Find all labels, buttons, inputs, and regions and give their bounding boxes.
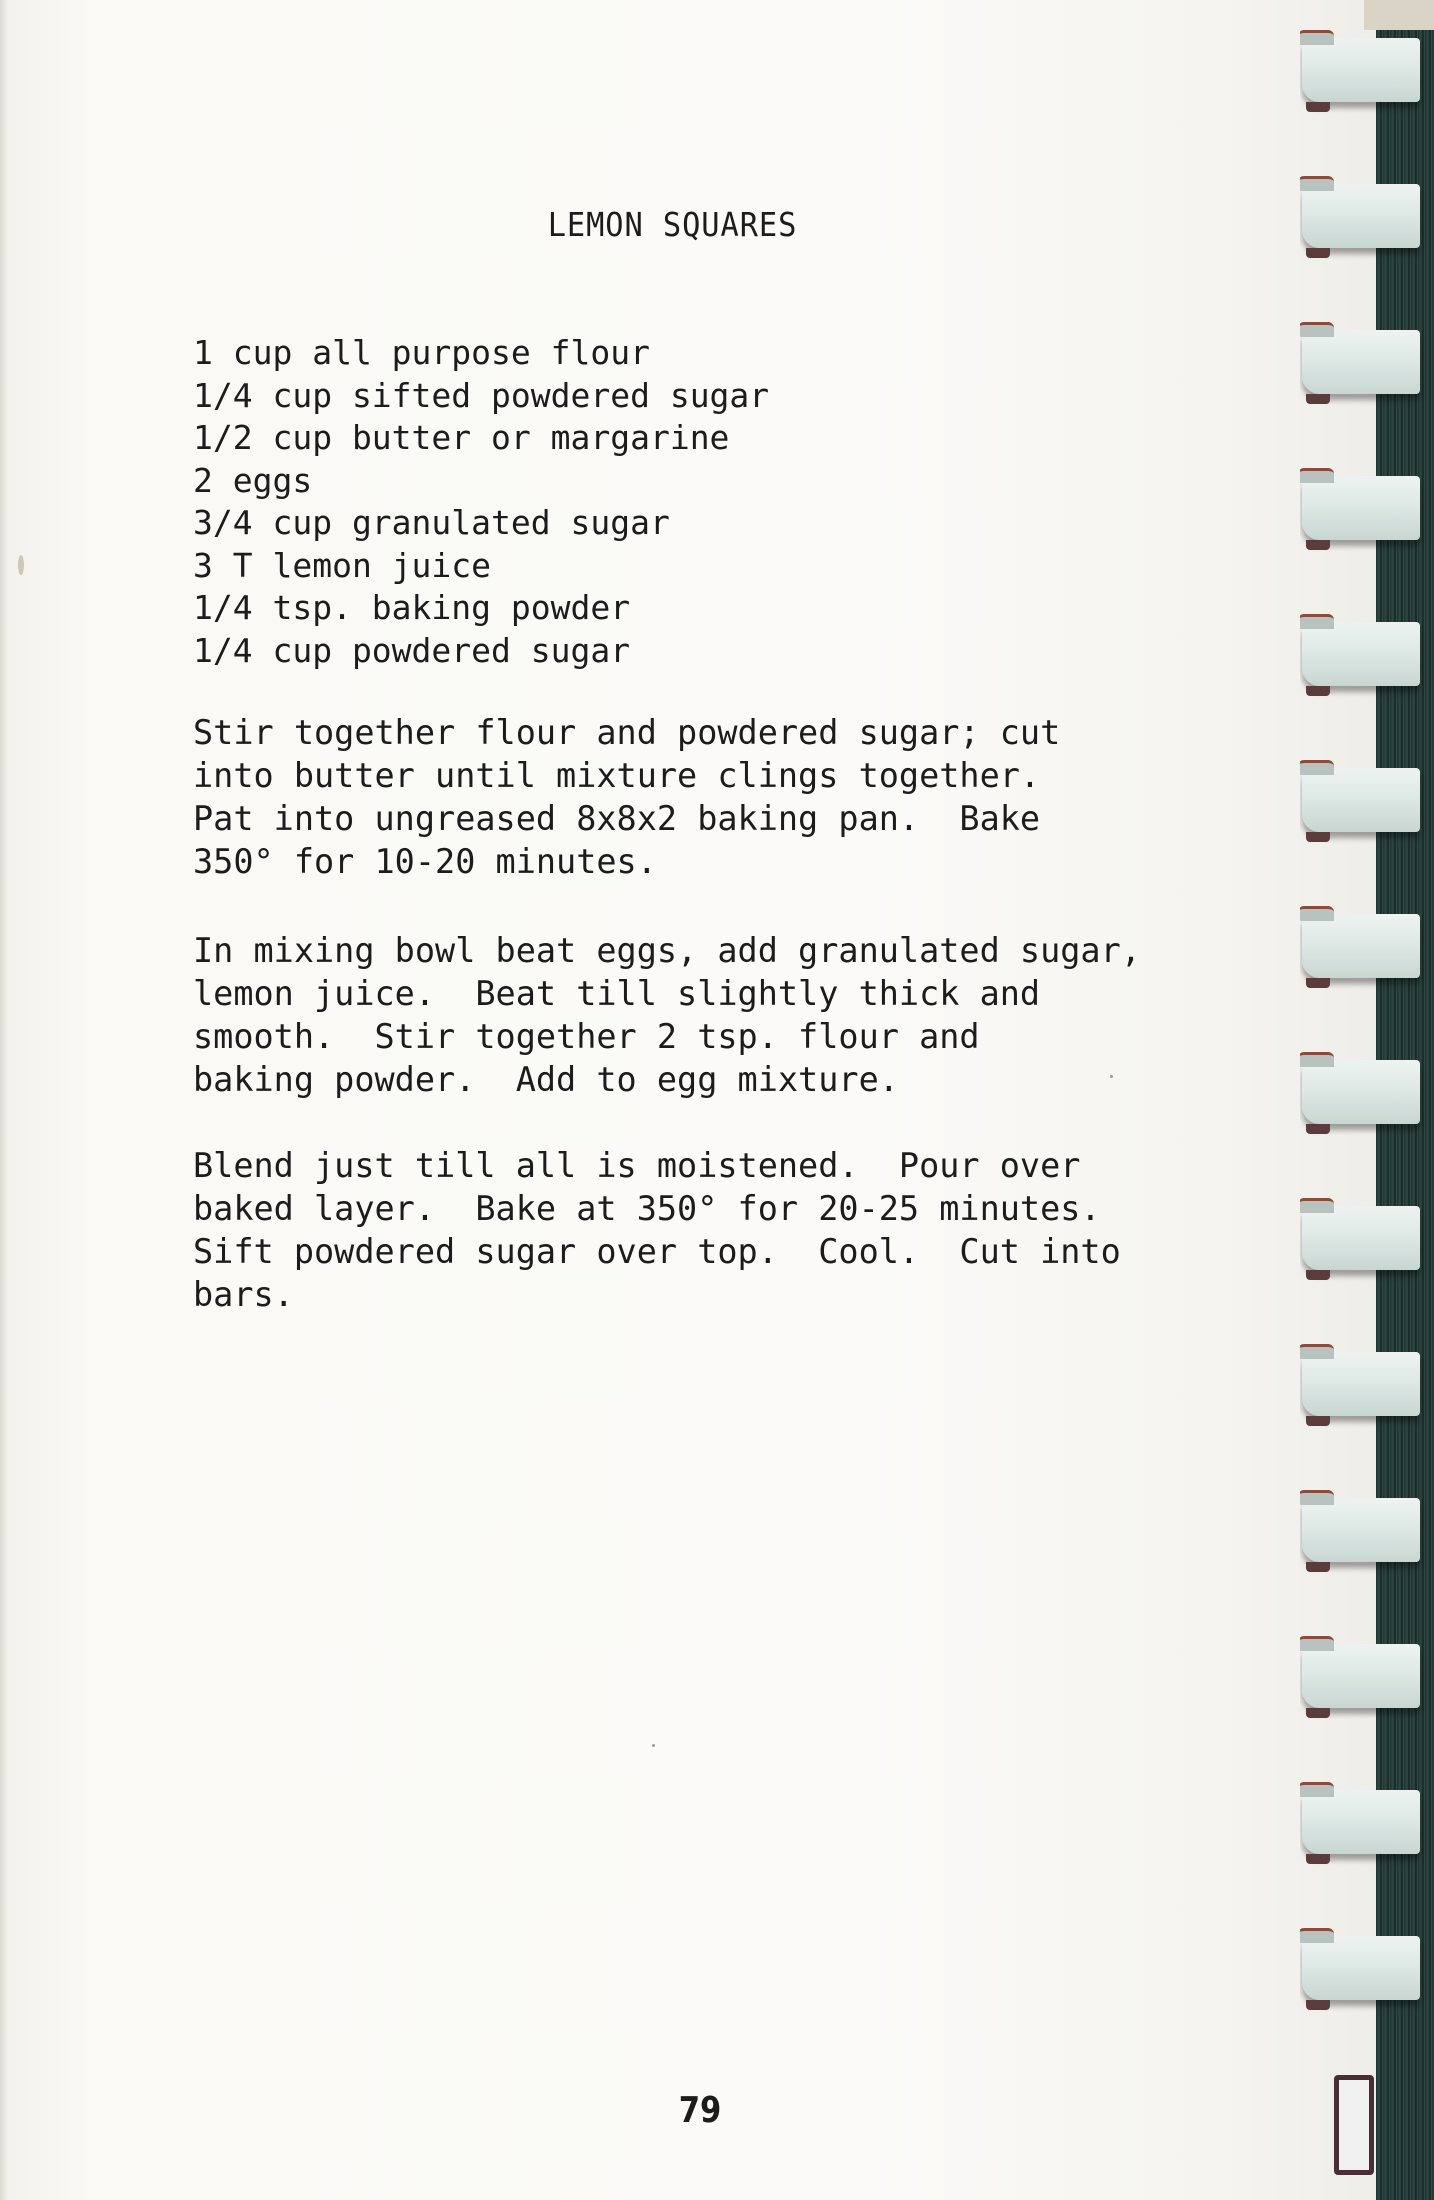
ingredient-list bbox=[193, 332, 769, 672]
binding-coil bbox=[1302, 476, 1420, 540]
instruction-paragraph-2: In mixing bowl beat eggs, add granulated sugar, lemon juice. Beat till slightly thick and smooth. Stir together 2 tsp. flour and baking powder. Add to egg mixture. bbox=[193, 931, 1141, 1099]
recipe-title: LEMON SQUARES bbox=[547, 205, 798, 244]
ingredient-item: 1/4 cup powdered sugar bbox=[193, 630, 631, 670]
binding-coil bbox=[1302, 184, 1420, 248]
ingredient-item: 1 cup all purpose flour bbox=[193, 333, 650, 372]
binding-coil bbox=[1302, 914, 1420, 978]
binding-coil bbox=[1302, 1644, 1420, 1708]
ingredient-item: 1/2 cup butter or margarine bbox=[193, 418, 730, 457]
binding-coil bbox=[1302, 1498, 1420, 1562]
binding-coil bbox=[1302, 622, 1420, 686]
paper-speck bbox=[1110, 1075, 1113, 1078]
ingredient-item: 1/4 tsp. baking powder bbox=[193, 588, 631, 627]
paper-speck bbox=[652, 1744, 655, 1747]
page-left-edge bbox=[0, 0, 8, 2200]
spiral-binding bbox=[1300, 0, 1434, 2200]
ingredient-item: 3/4 cup granulated sugar bbox=[193, 503, 670, 542]
paper-speck bbox=[18, 555, 24, 575]
binding-coil bbox=[1302, 1352, 1420, 1416]
ingredient-item: 3 T lemon juice bbox=[193, 545, 492, 585]
instruction-paragraph-3: Blend just till all is moistened. Pour over baked layer. Bake at 350° for 20-25 minutes. Sift powdered sugar over top. Cool. Cut into bars. bbox=[193, 1146, 1121, 1314]
binding-coil bbox=[1302, 38, 1420, 102]
binding-coil bbox=[1302, 1790, 1420, 1854]
binding-coil-end bbox=[1334, 2075, 1374, 2175]
instruction-paragraph-1: Stir together flour and powdered sugar; cut into butter until mixture clings together. Pat into ungreased 8x8x2 baking pan. Bake 350° for 10-20 minutes. bbox=[193, 713, 1061, 881]
binding-coil bbox=[1302, 1060, 1420, 1124]
binding-coil bbox=[1302, 330, 1420, 394]
page-number: 79 bbox=[678, 2090, 722, 2131]
binding-coil bbox=[1302, 768, 1420, 832]
binding-coil bbox=[1302, 1936, 1420, 2000]
binding-spine-top bbox=[1364, 0, 1434, 30]
binding-coil bbox=[1302, 1206, 1420, 1270]
ingredient-item: 1/4 cup sifted powdered sugar bbox=[193, 375, 770, 415]
ingredient-item: 2 eggs bbox=[193, 460, 313, 500]
